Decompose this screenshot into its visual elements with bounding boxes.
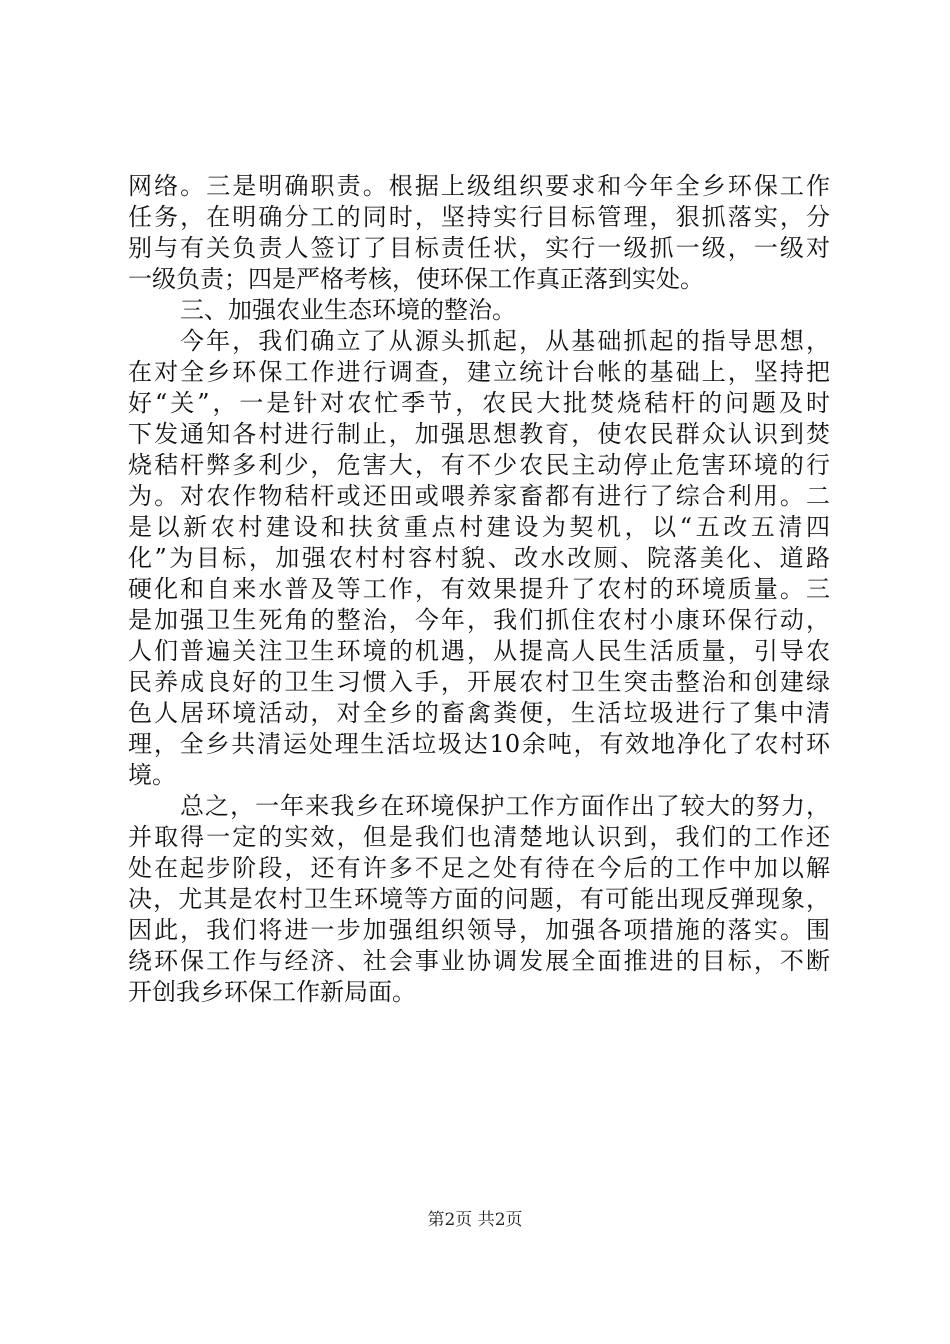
text-line: 总之，一年来我乡在环境保护工作方面作出了较大的努力， bbox=[180, 792, 830, 820]
text-line: 好“关”，一是针对农忙季节，农民大批焚烧秸杆的问题及时 bbox=[128, 389, 830, 417]
text-line: 境。 bbox=[128, 761, 176, 789]
text-line: 网络。三是明确职责。根据上级组织要求和今年全乡环保工作 bbox=[128, 172, 830, 200]
text-line: 烧秸杆弊多利少，危害大，有不少农民主动停止危害环境的行 bbox=[128, 451, 830, 479]
text-line: 是加强卫生死角的整治，今年，我们抓住农村小康环保行动， bbox=[128, 606, 830, 634]
text-line: 硬化和自来水普及等工作，有效果提升了农村的环境质量。三 bbox=[128, 575, 830, 603]
text-line: 是以新农村建设和扶贫重点村建设为契机，以“五改五清四 bbox=[128, 513, 830, 541]
text-line: 今年，我们确立了从源头抓起，从基础抓起的指导思想， bbox=[180, 327, 830, 355]
text-line: 绕环保工作与经济、社会事业协调发展全面推进的目标，不断 bbox=[128, 947, 830, 975]
text-line: 民养成良好的卫生习惯入手，开展农村卫生突击整治和创建绿 bbox=[128, 668, 830, 696]
page-number-footer: 第2页 共2页 bbox=[427, 1210, 523, 1230]
text-line: 因此，我们将进一步加强组织领导，加强各项措施的落实。围 bbox=[128, 916, 830, 944]
text-line: 别与有关负责人签订了目标责任状，实行一级抓一级，一级对 bbox=[128, 234, 830, 262]
text-line: 化”为目标，加强农村村容村貌、改水改厕、院落美化、道路 bbox=[128, 544, 830, 572]
text-line: 任务，在明确分工的同时，坚持实行目标管理，狠抓落实，分 bbox=[128, 203, 830, 231]
text-line: 处在起步阶段，还有许多不足之处有待在今后的工作中加以解 bbox=[128, 854, 830, 882]
text-line: 色人居环境活动，对全乡的畜禽粪便，生活垃圾进行了集中清 bbox=[128, 699, 830, 727]
text-line: 并取得一定的实效，但是我们也清楚地认识到，我们的工作还 bbox=[128, 823, 830, 851]
text-line: 开创我乡环保工作新局面。 bbox=[128, 978, 416, 1006]
text-line: 理，全乡共清运处理生活垃圾达10余吨，有效地净化了农村环 bbox=[128, 730, 830, 758]
section-heading: 三、加强农业生态环境的整治。 bbox=[180, 296, 516, 324]
text-line: 下发通知各村进行制止，加强思想教育，使农民群众认识到焚 bbox=[128, 420, 830, 448]
text-line: 人们普遍关注卫生环境的机遇，从提高人民生活质量，引导农 bbox=[128, 637, 830, 665]
text-line: 一级负责；四是严格考核，使环保工作真正落到实处。 bbox=[128, 265, 704, 293]
text-line: 为。对农作物秸杆或还田或喂养家畜都有进行了综合利用。二 bbox=[128, 482, 830, 510]
text-line: 在对全乡环保工作进行调查，建立统计台帐的基础上，坚持把 bbox=[128, 358, 830, 386]
document-body bbox=[128, 171, 830, 1008]
text-line: 决，尤其是农村卫生环境等方面的问题，有可能出现反弹现象， bbox=[128, 885, 830, 913]
